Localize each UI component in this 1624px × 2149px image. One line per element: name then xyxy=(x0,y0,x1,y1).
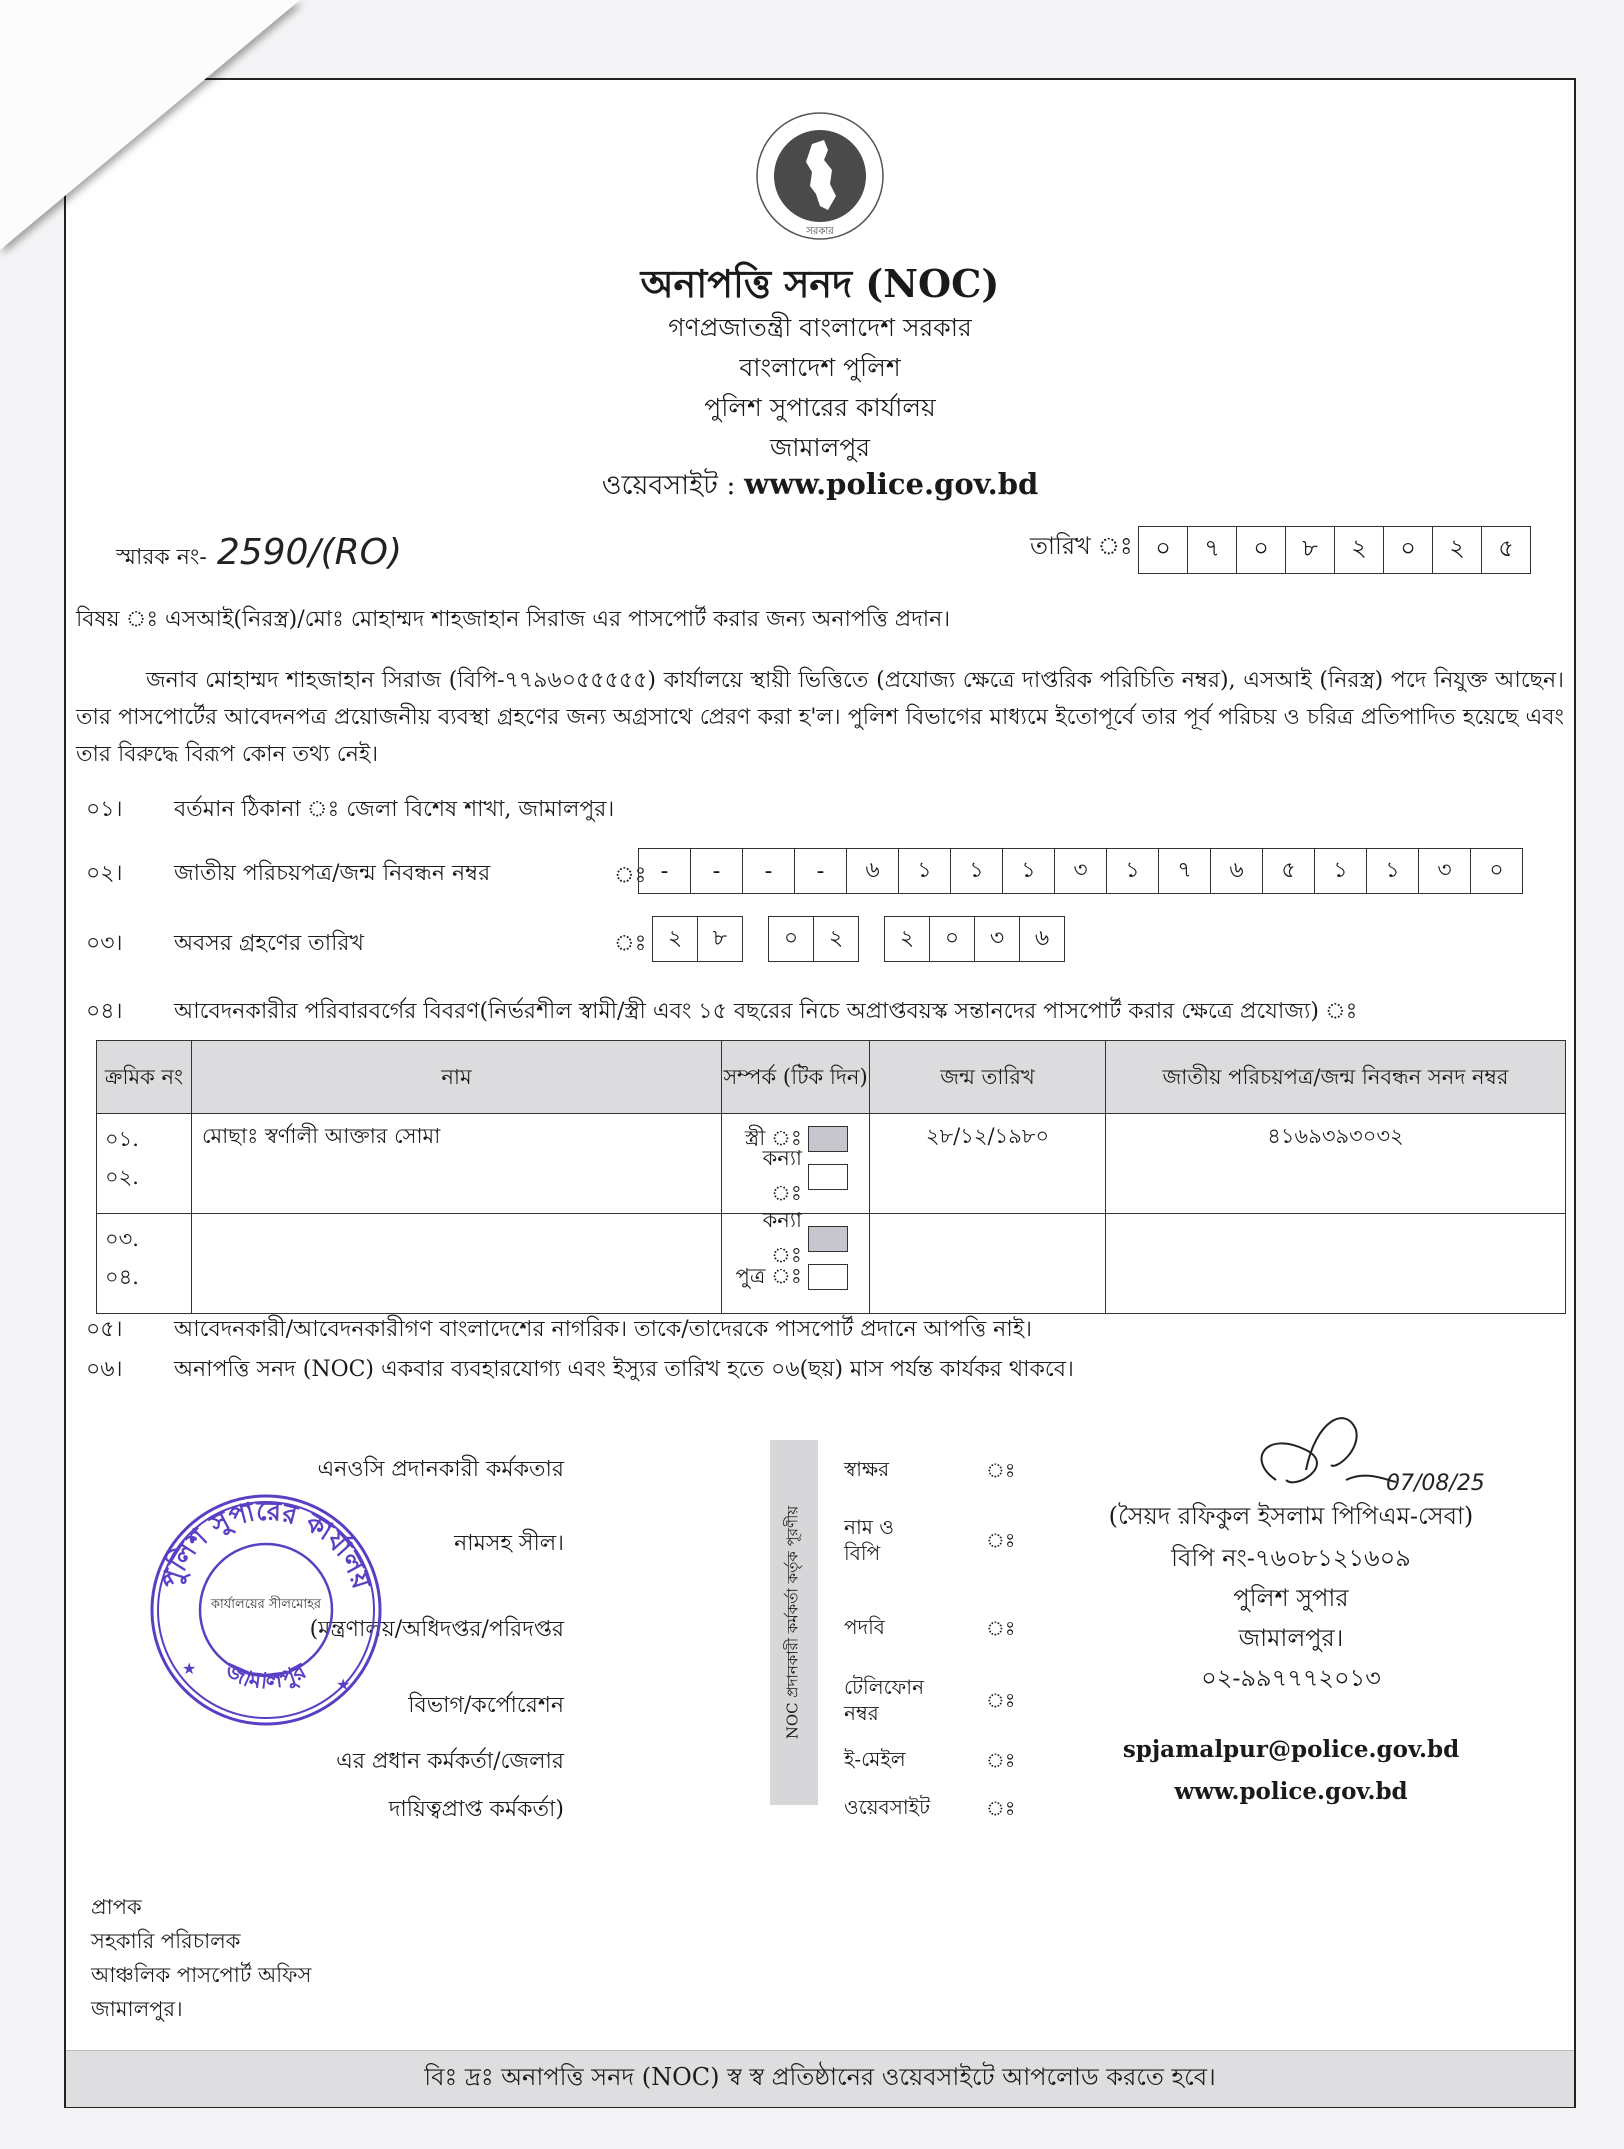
nid-label: জাতীয় পরিচয়পত্র/জন্ম নিবন্ধন নম্বর xyxy=(174,861,491,886)
svg-text:জামালপুর: জামালপুর xyxy=(221,1659,311,1695)
nid-digit-box: ৩ xyxy=(1419,849,1471,893)
serial-number: ০৪. xyxy=(105,1265,139,1289)
district-name: জামালপুর xyxy=(769,433,871,462)
retirement-month-boxes xyxy=(768,916,859,962)
field-email-label: ই-মেইল xyxy=(844,1747,906,1771)
office-name: পুলিশ সুপারের কার্যালয় xyxy=(704,393,936,422)
address-text: বর্তমান ঠিকানা ঃ জেলা বিশেষ শাখা, জামালপুর। xyxy=(174,797,615,822)
table-row xyxy=(97,1214,1566,1314)
signatory-label-line: দায়িত্বপ্রাপ্ত কর্মকর্তা) xyxy=(388,1797,564,1822)
relation-label: স্ত্রী ঃ xyxy=(744,1125,802,1150)
nid-digit-box: ১ xyxy=(1367,849,1419,893)
nid-colon: ঃ xyxy=(614,863,647,888)
signatory-label-line: নামসহ সীল। xyxy=(454,1531,564,1556)
nid-digit-box: ০ xyxy=(1489,857,1504,883)
relation-cell xyxy=(722,1114,870,1214)
svg-text:সরকার: সরকার xyxy=(806,226,834,237)
signatory-email[interactable]: spjamalpur@police.gov.bd xyxy=(1122,1736,1460,1763)
header-dob: জন্ম তারিখ xyxy=(870,1041,1106,1114)
nid-digit-box: - xyxy=(795,849,847,893)
signatory-district: জামালপুর। xyxy=(1238,1624,1344,1652)
noc-document xyxy=(64,78,1576,2108)
field-website-label: ওয়েবসাইট xyxy=(844,1795,930,1819)
retirement-label: অবসর গ্রহণের তারিখ xyxy=(174,931,364,956)
nid-cell xyxy=(1106,1214,1566,1314)
item-number: ০৬। xyxy=(86,1357,123,1382)
nid-digit-box: - xyxy=(743,849,795,893)
header-relation: সম্পর্ক (টিক দিন) xyxy=(722,1041,870,1114)
nid-boxes xyxy=(638,848,1523,894)
body-paragraph: জনাব মোহাম্মদ শাহজাহান সিরাজ (বিপি-৭৭৯৬০৫৫৫৫৫) কার্যালয়ে স্থায়ী ভিত্তিতে (প্রযোজ্য ক্ষেত্রে দাপ্তরিক পরিচিতি নম্বর), এসআই (নিরস্ত্র) পদে নিযুক্ত আছেন। তার পাসপোর্টের আবেদনপত্র প্রয়োজনীয় ব্যবস্থা গ্রহণের জন্য অগ্রসাথে প্রেরণ করা হ'ল। পুলিশ বিভাগের মাধ্যমে ইতোপূর্বে তার পূর্ব পরিচয় ও চরিত্র প্রতিপাদিত হয়েছে এবং তার বিরুদ্ধে বিরূপ কোন তথ্য নেই। xyxy=(76,668,1564,767)
relation-checkbox-daughter[interactable] xyxy=(808,1226,848,1252)
date-digit-box: ০ xyxy=(1237,527,1286,573)
relation-label: পুত্র ঃ xyxy=(735,1263,802,1288)
item-family xyxy=(76,994,1357,1031)
field-colon: ঃ xyxy=(986,1616,1016,1640)
nid-digit-box: - xyxy=(639,849,691,893)
serial-cell xyxy=(97,1214,192,1314)
signatory-label-line: (মন্ত্রণালয়/অধিদপ্তর/পরিদপ্তর xyxy=(309,1617,564,1642)
folded-corner xyxy=(0,0,300,250)
office-seal-stamp xyxy=(146,1490,386,1730)
field-designation-label: পদবি xyxy=(844,1615,885,1639)
serial-number: ০৩. xyxy=(105,1227,139,1251)
note-text: অনাপত্তি সনদ (NOC) একবার ব্যবহারযোগ্য এবং ইস্যুর তারিখ হতে ০৬(ছয়) মাস পর্যন্ত কার্যকর থাকবে। xyxy=(174,1357,1074,1382)
memo-value: 2590/(RO) xyxy=(216,532,403,573)
serial-number: ০২. xyxy=(105,1165,139,1189)
date-digit-box: ২ xyxy=(1433,527,1482,573)
svg-text:কার্যালয়ের সীলমোহর: কার্যালয়ের সীলমোহর xyxy=(210,1597,322,1612)
field-colon: ঃ xyxy=(986,1748,1016,1772)
note-validity xyxy=(76,1352,1074,1389)
relation-option[interactable] xyxy=(732,1258,868,1296)
item-nid xyxy=(76,856,490,893)
retirement-day-digit: ২ xyxy=(653,917,698,961)
nid-digit-box: - xyxy=(691,849,743,893)
signatory-website[interactable]: www.police.gov.bd xyxy=(1174,1778,1408,1805)
recipient-line: সহকারি পরিচালক xyxy=(91,1929,241,1953)
retirement-year-boxes xyxy=(884,916,1065,962)
government-emblem-icon xyxy=(754,110,886,242)
relation-label: কন্যা ঃ xyxy=(762,1208,802,1267)
retirement-month-digit: ০ xyxy=(769,917,814,961)
retirement-day-boxes xyxy=(652,916,743,962)
date-digit-box: ০ xyxy=(1139,527,1188,573)
vertical-band-text: NOC প্রদানকারী কর্মকর্তা কর্তৃক পূরণীয় xyxy=(783,1505,802,1740)
table-row xyxy=(97,1114,1566,1214)
signatory-label-line: বিভাগ/কর্পোরেশন xyxy=(408,1693,564,1718)
field-phone-label: টেলিফোন নম্বর xyxy=(844,1675,925,1725)
signatory-vertical-band xyxy=(770,1440,818,1805)
nid-digit-box: ১ xyxy=(1315,849,1367,893)
recipient-label: প্রাপক xyxy=(91,1895,142,1919)
retirement-day-digit: ৮ xyxy=(712,925,728,951)
item-number: ০৪। xyxy=(86,999,123,1024)
recipient-line: জামালপুর। xyxy=(91,1997,183,2021)
retirement-colon: ঃ xyxy=(614,931,647,956)
date-digit-box: ৭ xyxy=(1188,527,1237,573)
signatory-bp: বিপি নং-৭৬০৮১২১৬০৯ xyxy=(1171,1544,1411,1572)
item-number: ০৫। xyxy=(86,1317,123,1342)
recipient-line: আঞ্চলিক পাসপোর্ট অফিস xyxy=(91,1963,312,1987)
date-boxes xyxy=(1138,526,1531,574)
date-digit-box: ২ xyxy=(1335,527,1384,573)
svg-text:07/08/25: 07/08/25 xyxy=(1386,1471,1485,1496)
retirement-year-digit: ৩ xyxy=(975,917,1020,961)
header-name: নাম xyxy=(192,1041,722,1114)
nid-digit-box: ৬ xyxy=(847,849,899,893)
svg-text:পুলিশ সুপারের কার্যালয়: পুলিশ সুপারের কার্যালয় xyxy=(155,1496,377,1593)
website-label: ওয়েবসাইট : xyxy=(601,470,736,501)
nid-digit-box: ১ xyxy=(899,849,951,893)
signatory-phone: ০২-৯৯৭৭৭২০১৩ xyxy=(1201,1664,1381,1692)
signatory-name: (সৈয়দ রফিকুল ইসলাম পিপিএম-সেবা) xyxy=(1108,1502,1474,1530)
signatory-label-line: এনওসি প্রদানকারী কর্মকতার xyxy=(317,1457,564,1482)
serial-number: ০১. xyxy=(105,1127,139,1151)
relation-checkbox-son[interactable] xyxy=(808,1264,848,1290)
nid-digit-box: ৫ xyxy=(1263,849,1315,893)
dob-cell xyxy=(870,1214,1106,1314)
nid-digit-box: ১ xyxy=(1107,849,1159,893)
item-number: ০৩। xyxy=(86,931,123,956)
relation-cell xyxy=(722,1208,870,1314)
header-serial: ক্রমিক নং xyxy=(97,1041,192,1114)
date-digit-box: ৮ xyxy=(1286,527,1335,573)
memo-number xyxy=(116,532,402,577)
serial-cell xyxy=(97,1114,192,1214)
name-cell xyxy=(192,1214,722,1314)
retirement-month-digit: ২ xyxy=(828,925,844,951)
note-citizenship xyxy=(76,1312,1032,1349)
nid-cell: ৪১৬৯৩৯৩০৩২ xyxy=(1106,1114,1566,1214)
item-number: ০২। xyxy=(86,861,123,886)
relation-label: কন্যা ঃ xyxy=(762,1146,802,1205)
subject-line: বিষয় ঃ এসআই(নিরস্ত্র)/মোঃ মোহাম্মদ শাহজাহান সিরাজ এর পাসপোর্ট করার জন্য অনাপত্তি প্রদান। xyxy=(76,607,951,632)
field-signature-label: স্বাক্ষর xyxy=(844,1457,890,1481)
family-table xyxy=(96,1040,1566,1314)
retirement-year-digit: ৬ xyxy=(1034,925,1050,951)
footer-note-bar xyxy=(66,2050,1574,2107)
field-colon: ঃ xyxy=(986,1458,1016,1482)
svg-text:★: ★ xyxy=(336,1675,351,1694)
field-colon: ঃ xyxy=(986,1688,1016,1712)
footer-note: বিঃ দ্রঃ অনাপত্তি সনদ (NOC) স্ব স্ব প্রতিষ্ঠানের ওয়েবসাইটে আপলোড করতে হবে। xyxy=(424,2063,1216,2091)
nid-digit-box: ১ xyxy=(1003,849,1055,893)
item-address xyxy=(76,792,614,829)
department-name: বাংলাদেশ পুলিশ xyxy=(739,353,901,382)
nid-digit-box: ৬ xyxy=(1211,849,1263,893)
family-description: আবেদনকারীর পরিবারবর্গের বিবরণ(নির্ভরশীল স্বামী/স্ত্রী এবং ১৫ বছরের নিচে অপ্রাপ্তবয়স্ক সন্তানদের পাসপোর্ট করার ক্ষেত্রে প্রযোজ্য) ঃ xyxy=(174,999,1358,1024)
note-text: আবেদনকারী/আবেদনকারীগণ বাংলাদেশের নাগরিক। তাকে/তাদেরকে পাসপোর্ট প্রদানে আপত্তি নাই। xyxy=(174,1317,1033,1342)
header-website xyxy=(66,465,1574,510)
retirement-year-digit: ২ xyxy=(885,917,930,961)
item-retirement xyxy=(76,926,364,963)
field-colon: ঃ xyxy=(986,1528,1016,1552)
document-title: অনাপত্তি সনদ (NOC) xyxy=(640,261,1000,306)
date-label: তারিখ ঃ xyxy=(1030,532,1133,560)
website-link[interactable]: www.police.gov.bd xyxy=(744,467,1039,501)
nid-digit-box: ১ xyxy=(951,849,1003,893)
field-colon: ঃ xyxy=(986,1796,1016,1820)
item-number: ০১। xyxy=(86,797,123,822)
date-digit-box: ০ xyxy=(1384,527,1433,573)
date-digit-box: ৫ xyxy=(1498,534,1514,562)
svg-text:★: ★ xyxy=(182,1659,197,1678)
relation-checkbox-wife[interactable] xyxy=(808,1126,848,1152)
field-name-bp-label: নাম ও বিপি xyxy=(844,1515,894,1565)
handwritten-signature xyxy=(1236,1410,1536,1510)
nid-digit-box: ৩ xyxy=(1055,849,1107,893)
nid-digit-box: ৭ xyxy=(1159,849,1211,893)
relation-option[interactable] xyxy=(732,1208,868,1267)
dob-cell: ২৮/১২/১৯৮০ xyxy=(870,1114,1106,1214)
signatory-designation: পুলিশ সুপার xyxy=(1233,1584,1349,1612)
memo-label: স্মারক নং- xyxy=(116,545,207,570)
signatory-label-line: এর প্রধান কর্মকর্তা/জেলার xyxy=(336,1749,564,1774)
relation-checkbox-daughter[interactable] xyxy=(808,1164,848,1190)
relation-option[interactable] xyxy=(732,1146,868,1205)
government-name: গণপ্রজাতন্ত্রী বাংলাদেশ সরকার xyxy=(668,313,972,342)
name-cell: মোছাঃ স্বর্ণালী আক্তার সোমা xyxy=(192,1114,722,1214)
retirement-year-digit: ০ xyxy=(930,917,975,961)
header-nid: জাতীয় পরিচয়পত্র/জন্ম নিবন্ধন সনদ নম্বর xyxy=(1106,1041,1566,1114)
table-header-row xyxy=(97,1041,1566,1114)
